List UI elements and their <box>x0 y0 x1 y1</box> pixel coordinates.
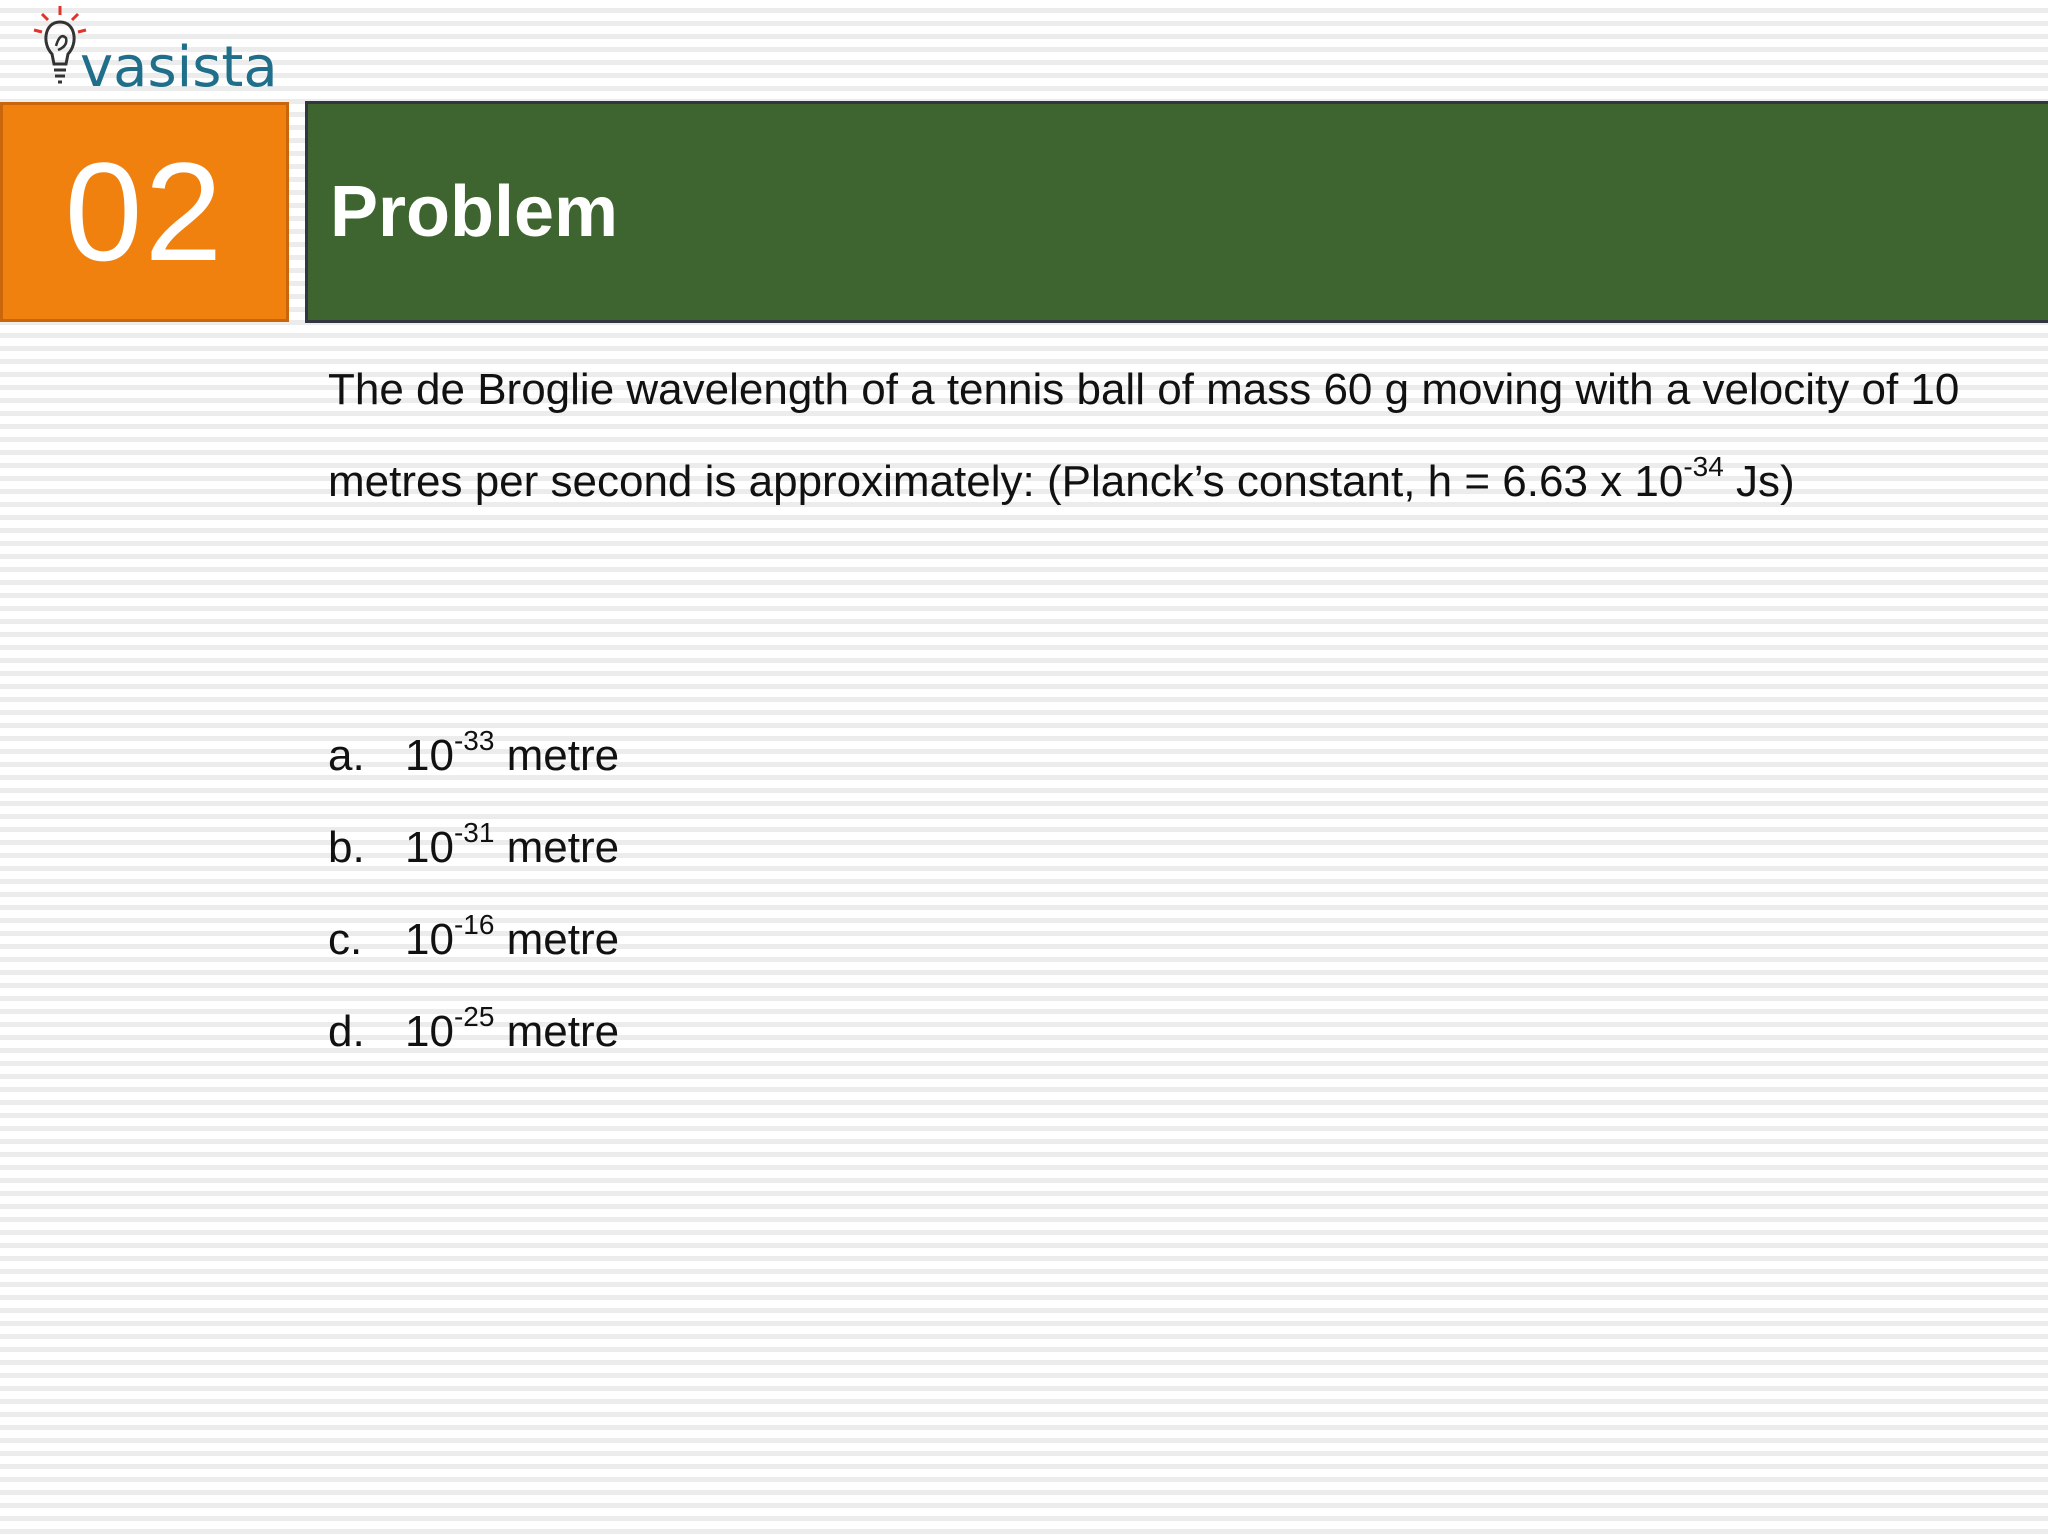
question-text-main: The de Broglie wavelength of a tennis ball of mass 60 g moving with a velocity of 10 metres per second is approximately: (Planck’s constant, h = 6.63 x 10 <box>328 365 1960 506</box>
question-text <box>328 344 1988 528</box>
slide-title: Problem <box>330 172 619 252</box>
option-c <box>328 894 619 986</box>
option-letter: c. <box>328 915 363 964</box>
option-value: $10^{-16}$ metre <box>405 909 620 964</box>
vasista-logo <box>20 2 290 98</box>
option-d <box>328 986 619 1078</box>
lightbulb-icon <box>34 6 86 82</box>
title-bar <box>305 101 2048 323</box>
option-letter: a. <box>328 731 365 780</box>
option-letter: b. <box>328 823 365 872</box>
option-letter: d. <box>328 1007 365 1056</box>
option-value: $10^{-31}$ metre <box>405 817 620 872</box>
question-text-end: Js) <box>1723 457 1795 506</box>
slide-number: 02 <box>64 133 225 290</box>
answer-options <box>328 710 619 1078</box>
logo-text: vasista <box>80 35 278 98</box>
slide-number-box <box>0 102 289 322</box>
option-a <box>328 710 619 802</box>
option-value: $10^{-33}$ metre <box>405 725 620 780</box>
question-exponent: -34 <box>1683 451 1724 482</box>
option-value: $10^{-25}$ metre <box>405 1001 620 1056</box>
option-b <box>328 802 619 894</box>
